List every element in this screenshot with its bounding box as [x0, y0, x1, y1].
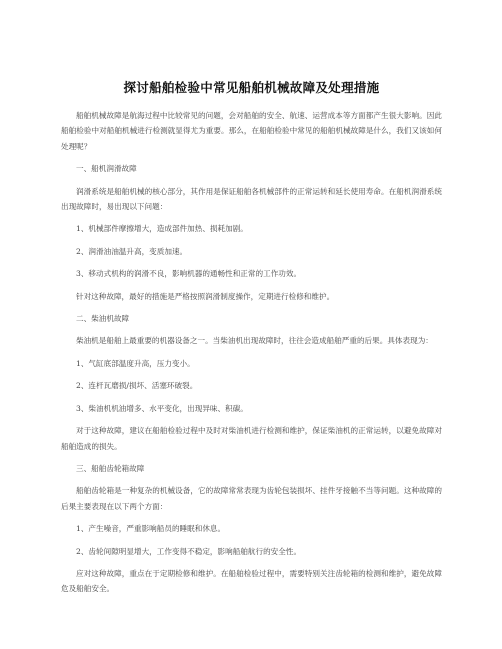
paragraph: 柴油机是船舶上最重要的机器设备之一。当柴油机出现故障时，往往会造成船舶严重的后果。具体表现为：: [76, 336, 433, 346]
paragraph: 1、产生噪音，严重影响船员的睡眠和休息。: [76, 524, 226, 534]
paragraph: 针对这种故障，最好的措施是严格按照润滑制度操作，定期进行检修和维护。: [76, 291, 335, 301]
paragraph: 1、机械部件摩擦增大，造成部件加热、损耗加剧。: [76, 224, 248, 234]
paragraph: 船舶机械故障是航海过程中比较常见的问题，会对船舶的安全、航速、运营成本等方面都产生很大影响。因此船舶检验中对船舶机械进行检测就显得尤为重要。那么，在船舶检验中常见的船舶机械故障是什么，我们又该如何处理呢？: [61, 111, 442, 151]
paragraph: 对于这种故障，建议在船舶检验过程中及时对柴油机进行检测和维护，保证柴油机的正常运转，以避免故障对船舶造成的损失。: [61, 426, 442, 451]
paragraph: 二、柴油机故障: [76, 314, 130, 324]
paragraph: 三、船舶齿轮箱故障: [76, 463, 145, 473]
paragraph: 3、移动式机构的润滑不良，影响机器的通畅性和正常的工作功效。: [76, 269, 302, 279]
document-body: [61, 108, 442, 597]
paragraph: 2、连杆瓦磨损/损坏、活塞环破裂。: [76, 381, 198, 391]
paragraph: 2、齿轮间隙明显增大，工作变得不稳定，影响船舶航行的安全性。: [76, 546, 302, 556]
paragraph: 船舶齿轮箱是一种复杂的机械设备，它的故障常常表现为齿轮包装损坏、挂件牙接触不当等问题。这种故障的后果主要表现在以下两个方面：: [61, 486, 442, 511]
paragraph: 3、柴油机机油增多、水平变化，出现异味、积碳。: [76, 403, 248, 413]
document-title: 探讨船舶检验中常见船舶机械故障及处理措施: [123, 80, 380, 95]
paragraph: 一、船机润滑故障: [76, 164, 137, 174]
paragraph: 1、气缸底部温度升高，压力变小。: [76, 358, 195, 368]
paragraph: 润滑系统是船舶机械的核心部分，其作用是保证船舶各机械部件的正常运转和延长使用寿命。在船机润滑系统出现故障时，易出现以下问题：: [61, 186, 442, 212]
paragraph: 应对这种故障，重点在于定期检修和维护。在船舶检验过程中，需要特别关注齿轮箱的检测和维护，避免故障危及船舶安全。: [61, 568, 442, 594]
paragraph: 2、润滑油油温升高，变质加速。: [76, 246, 188, 256]
